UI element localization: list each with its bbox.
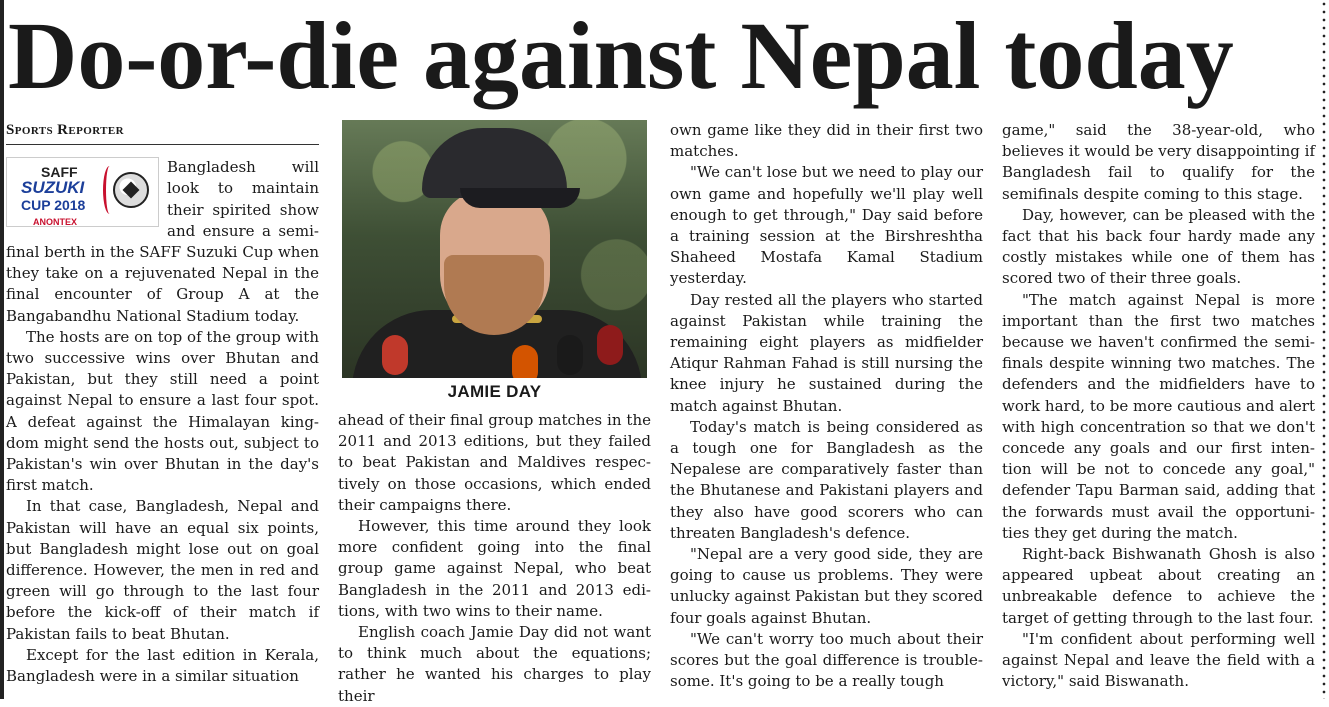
paragraph: "I'm confident about performing well against Nepal and leave the field with a victory," said Biswanath. (1002, 629, 1315, 691)
paragraph: Except for the last edition in Kerala, Bangladesh were in a similar situation (6, 645, 319, 686)
headline: Do-or-die against Nepal today (8, 2, 1234, 109)
paragraph: own game like they did in their first two matches. (670, 121, 983, 161)
paragraph: "The match against Nepal is more important than the first two matches because we haven't confirmed the semi-finals despite winning two matches. The defenders and the midfielders have to work hard, to be more cautious and alert with high concentration so that we don't concede any goals and our first inten-tion will be not to concede any goal," defender Tapu Barman said, adding that the forwards must avail the opportuni-ties they get during the match. (1002, 290, 1315, 542)
paragraph: Day rested all the players who started against Pakistan while training the remaining eight players as midfielder Atiqur Rahman Fahad is still nursing the knee injury he sustained during the match against Bhutan. (670, 290, 983, 415)
paragraph: game," said the 38-year-old, who believes it would be very disappointing if Bangladesh fail to qualify for the semifinals despite coming to this stage. (1002, 121, 1316, 203)
article-column-4 (1002, 120, 1315, 692)
microphone-icon (557, 335, 583, 375)
jamie-day-photo (342, 120, 647, 378)
microphone-icon (512, 345, 538, 378)
paragraph: However, this time around they look more confident going into the final group game against Nepal, who beat Bangladesh in the 2011 and 2013 edi-tions, with two wins to their name. (338, 517, 651, 620)
football-icon (113, 172, 149, 208)
paragraph: In that case, Bangladesh, Nepal and Pakistan will have an equal six points, but Bangladesh might lose out on goal difference. However, the men in red and green will go through to the last four before the kick-off of their match if Pakistan fails to beat Bhutan. (6, 497, 319, 643)
article-column-2 (338, 410, 651, 707)
photo-caption: JAMIE DAY (447, 382, 542, 401)
paragraph: Day, however, can be pleased with the fact that his back four hardy made any costly mistakes while one of them has scored two of their three goals. (1002, 205, 1315, 288)
logo-sponsor: ANONTEX (33, 217, 78, 228)
paragraph: Bangladesh will look to maintain their spirited show and ensure a semi-final berth in the SAFF Suzuki Cup when they take on a rejuvenated Nepal in the final encounter of Group A at the Bangabandhu National Stadium today. (6, 158, 319, 325)
byline: Sports Reporter (6, 120, 319, 145)
paragraph: "We can't lose but we need to play our own game and hopefully we'll play well enough to get through," Day said before a training session at the Birshreshtha Shaheed Mostafa Kamal Stadium yesterday. (670, 163, 983, 288)
paragraph: Today's match is being considered as a tough one for Bangladesh as the Nepalese are comparatively faster than the Bhutanese and Pakistani players and they also have good scorers who can threaten Bangladesh's defence. (670, 417, 983, 542)
paragraph: The hosts are on top of the group with two successive wins over Bhutan and Pakistan, but they still need a point against Nepal to ensure a last four spot. A defeat against the Himalayan king-dom might send the hosts out, subject to Pakistan's win over Bhutan in the day's first match. (6, 327, 319, 495)
left-border-rule (0, 0, 4, 699)
saff-suzuki-cup-logo (6, 157, 159, 227)
paragraph: English coach Jamie Day did not want to think much about the equations; rather he wanted his charges to play their (338, 623, 651, 705)
dotted-column-rule (1322, 0, 1326, 699)
microphone-icon (382, 335, 408, 375)
logo-line-1: SAFF (41, 164, 78, 181)
logo-line-3: CUP 2018 (21, 197, 86, 214)
article-column-1 (6, 120, 319, 687)
microphone-icon (597, 325, 623, 365)
paragraph: Right-back Bishwanath Ghosh is also appeared upbeat about creating an unbreakable defence to achieve the target of getting through to the last four. (1002, 545, 1315, 627)
paragraph: "Nepal are a very good side, they are going to cause us problems. They were unlucky against Pakistan but they scored four goals against Bhutan. (670, 545, 983, 627)
paragraph: ahead of their final group matches in the 2011 and 2013 editions, but they failed to beat Pakistan and Maldives respec-tively on those occasions, which ended their campaigns there. (338, 411, 651, 514)
photo-cap-brim (460, 188, 580, 208)
logo-line-2: SUZUKI (21, 178, 85, 198)
paragraph: "We can't worry too much about their scores but the goal difference is trouble-some. It's going to be a really tough (670, 629, 983, 691)
article-column-3 (670, 120, 983, 692)
